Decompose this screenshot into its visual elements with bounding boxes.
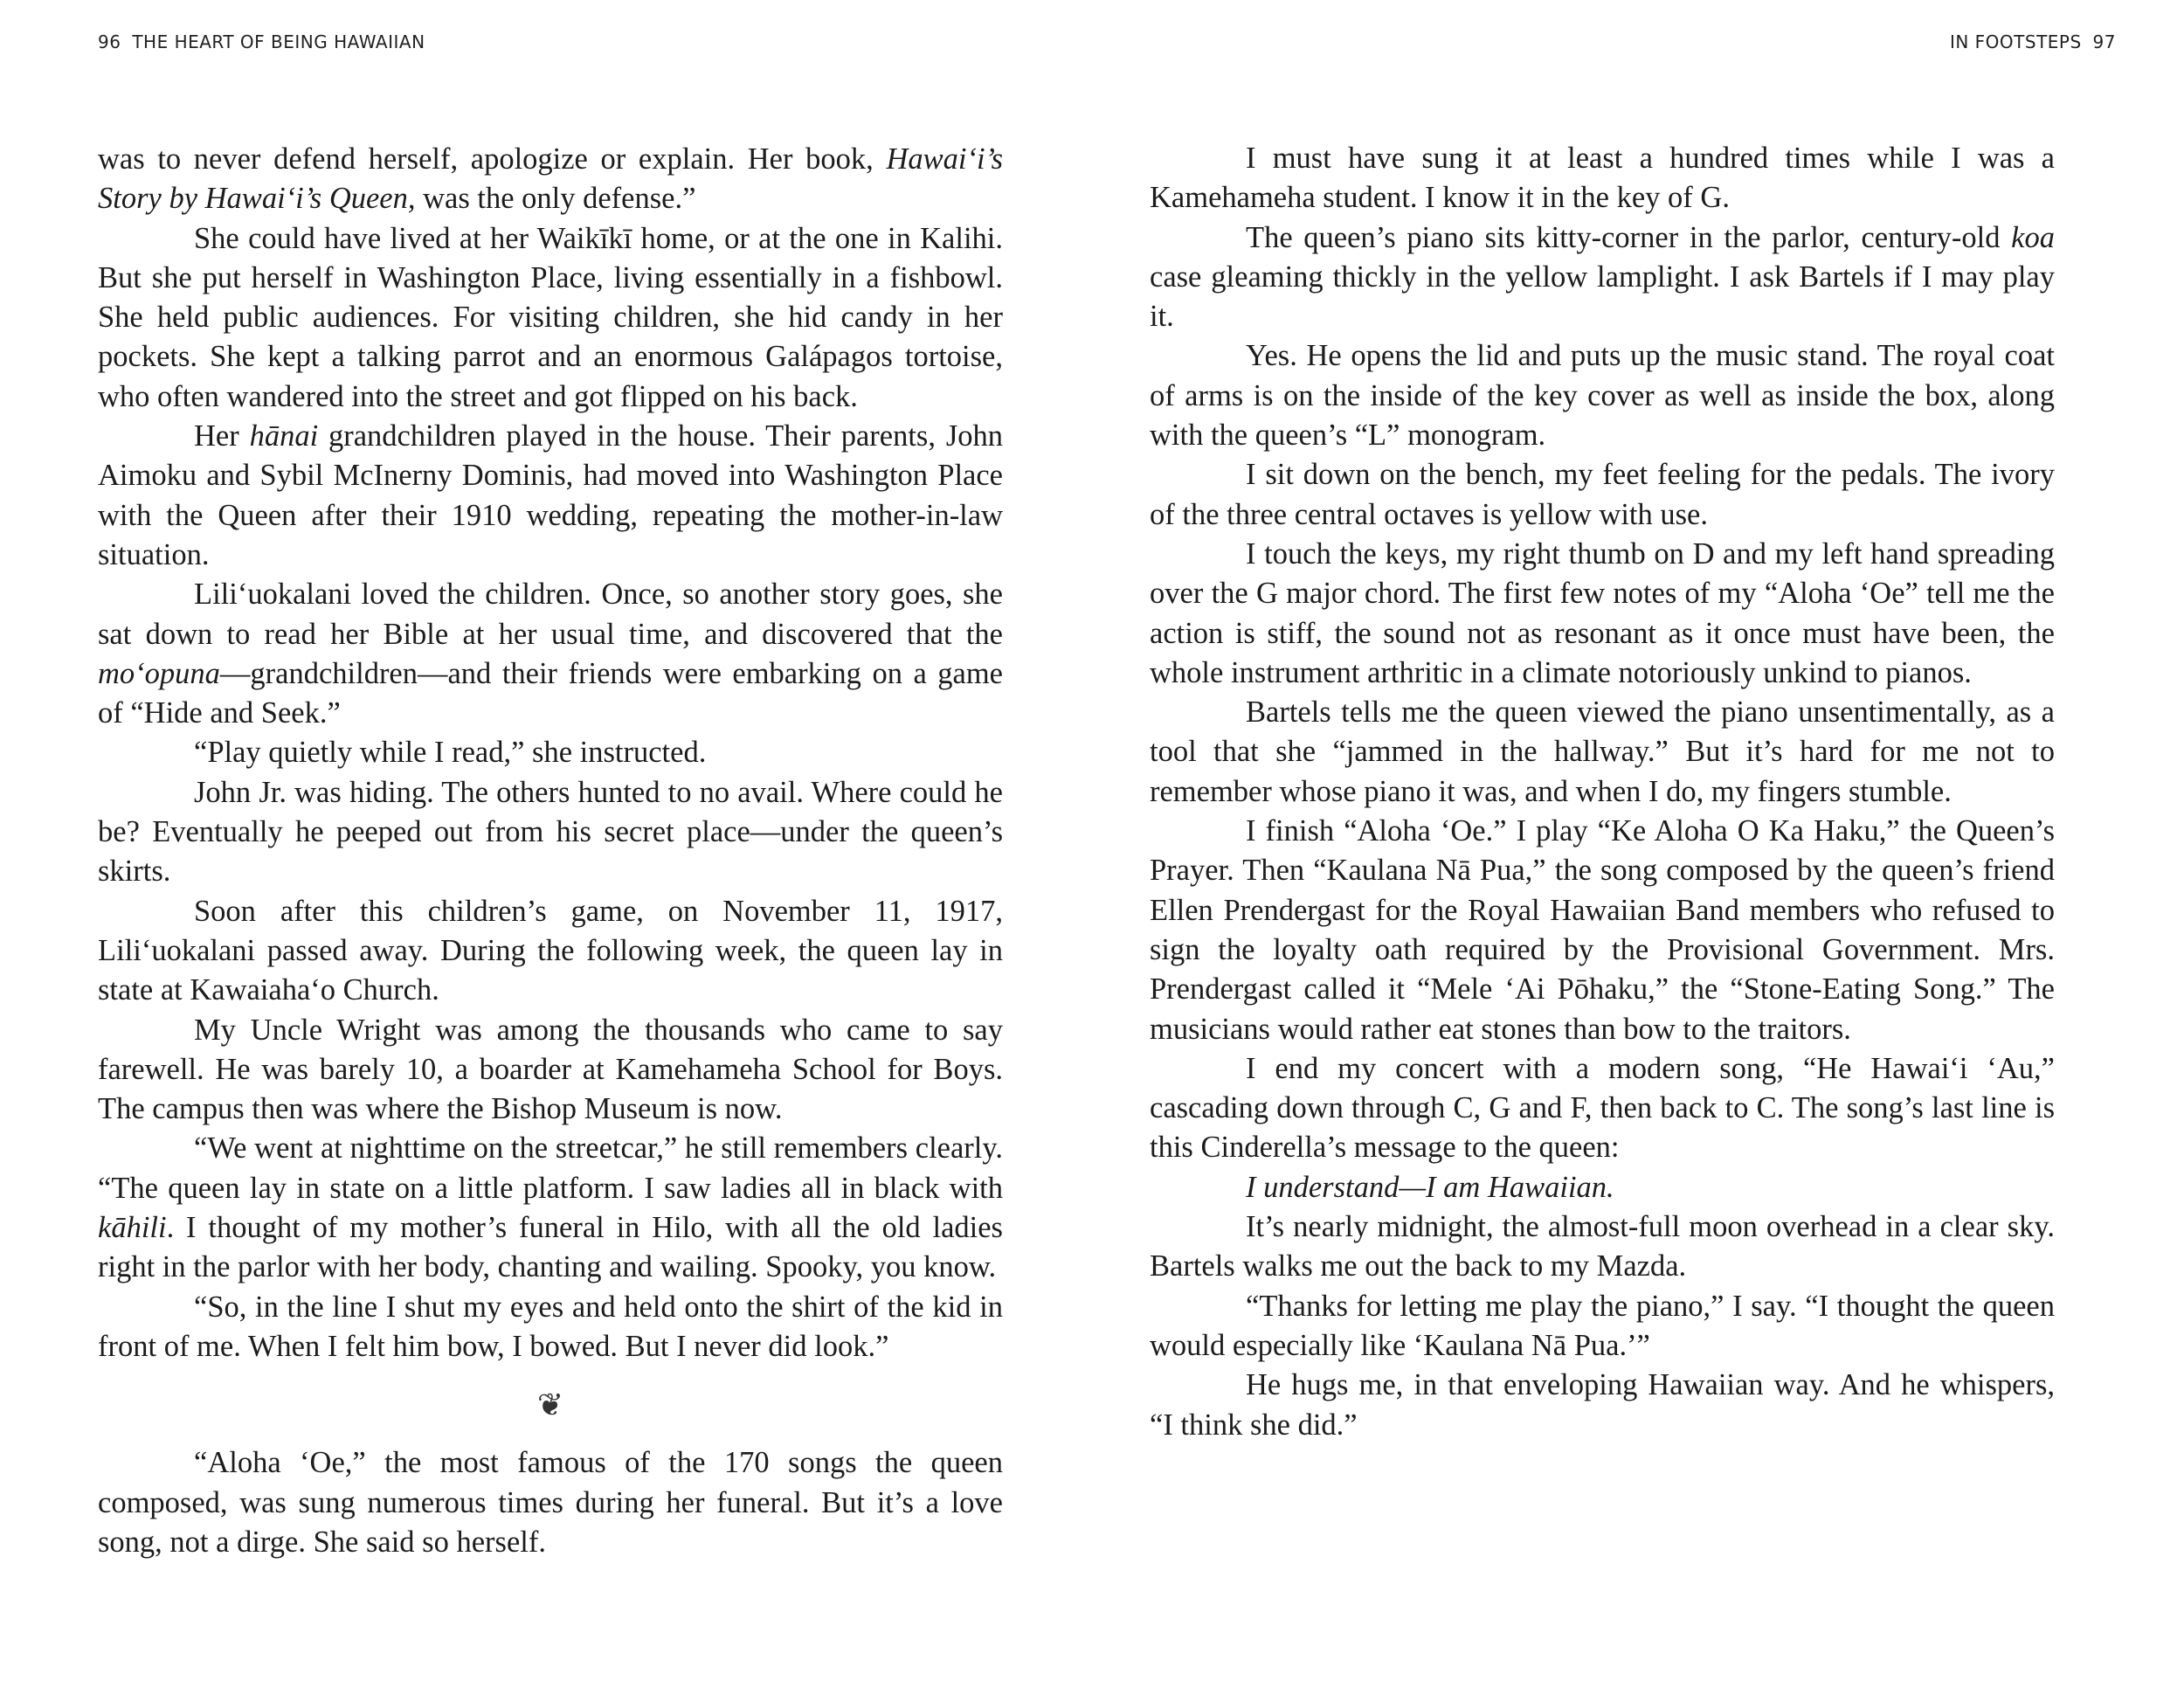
paragraph: “Thanks for letting me play the piano,” I say. “I thought the queen would especially like ‘Kaulana Nā Pua.’” — [1150, 1289, 2055, 1362]
paragraph: It’s nearly midnight, the almost-full moon overhead in a clear sky. Bartels walks me out the back to my Mazda. — [1150, 1210, 2055, 1283]
right-page-body — [1150, 139, 2055, 1445]
paragraph: Lili‘uokalani loved the children. Once, so another story goes, she sat down to read her Bible at her usual time, and discovered that the mo‘opuna—grandchildren—and their friends were embarking on a game of “Hide and Seek.” — [98, 578, 1003, 730]
paragraph: “Play quietly while I read,” she instructed. — [194, 736, 707, 770]
paragraph: was to never defend herself, apologize or explain. Her book, Hawai‘i’s Story by Hawai‘i’s Queen, was the only defense.” — [98, 142, 1003, 216]
paragraph: “So, in the line I shut my eyes and held onto the shirt of the kid in front of me. When I felt him bow, I bowed. But I never did look.” — [98, 1290, 1003, 1363]
italic-quote-line: I understand—I am Hawaiian. — [1246, 1170, 1614, 1204]
paragraph: Yes. He opens the lid and puts up the music stand. The royal coat of arms is on the inside of the key cover as well as inside the box, along with the queen’s “L” monogram. — [1150, 339, 2055, 453]
paragraph: I touch the keys, my right thumb on D and my left hand spreading over the G major chord. The first few notes of my “Aloha ‘Oe” tell me the action is stiff, the sound not as resonant as it once must have been, the whole instrument arthritic in a climate notoriously unkind to pianos. — [1150, 536, 2055, 689]
paragraph: “Aloha ‘Oe,” the most famous of the 170 songs the queen composed, was sung numerous times during her funeral. But it’s a love song, not a dirge. She said so herself. — [98, 1446, 1003, 1559]
chapter-title: IN FOOTSTEPS — [1949, 31, 2082, 52]
paragraph: “We went at nighttime on the streetcar,” he still remembers clearly. “The queen lay in state on a little platform. I saw ladies all in black with kāhili. I thought of my mother’s funeral in Hilo, with all the old ladies right in the parlor with her body, chanting and wailing. Spooky, you know. — [98, 1131, 1003, 1284]
paragraph: Soon after this children’s game, on November 11, 1917, Lili‘uokalani passed away. During the following week, the queen lay in state at Kawaiaha‘o Church. — [98, 894, 1003, 1007]
paragraph: I must have sung it at least a hundred times while I was a Kamehameha student. I know it in the key of G. — [1150, 142, 2055, 215]
book-title-italic: Hawai‘i’s Story by Hawai‘i’s Queen, — [98, 142, 1003, 216]
paragraph: Her hānai grandchildren played in the house. Their parents, John Aimoku and Sybil McInerny Dominis, had moved into Washington Place with the Queen after their 1910 wedding, repeating the mother-in-law situation. — [98, 419, 1003, 571]
page-number: 97 — [2092, 31, 2116, 52]
paragraph: My Uncle Wright was among the thousands who came to say farewell. He was barely 10, a boarder at Kamehameha School for Boys. The campus then was where the Bishop Museum is now. — [98, 1013, 1003, 1126]
left-page-body — [98, 140, 1003, 1562]
paragraph: The queen’s piano sits kitty-corner in the parlor, century-old koa case gleaming thickly in the yellow lamplight. I ask Bartels if I may play it. — [1150, 220, 2055, 334]
paragraph: He hugs me, in that enveloping Hawaiian way. And he whispers, “I think she did.” — [1150, 1368, 2055, 1442]
right-page — [1092, 0, 2184, 1688]
section-break-ornament-icon: ❦ — [536, 1387, 564, 1423]
paragraph: John Jr. was hiding. The others hunted to no avail. Where could he be? Eventually he peeped out from his secret place—under the queen’s skirts. — [98, 775, 1003, 889]
page-number: 96 — [98, 31, 121, 52]
paragraph: I sit down on the bench, my feet feeling for the pedals. The ivory of the three central octaves is yellow with use. — [1150, 458, 2055, 531]
paragraph: Bartels tells me the queen viewed the piano unsentimentally, as a tool that she “jammed in the hallway.” But it’s hard for me not to remember whose piano it was, and when I do, my fingers stumble. — [1150, 695, 2055, 808]
paragraph: She could have lived at her Waikīkī home, or at the one in Kalihi. But she put herself in Washington Place, living essentially in a fishbowl. She held public audiences. For visiting children, she hid candy in her pockets. She kept a talking parrot and an enormous Galápagos tortoise, who often wandered into the street and got flipped on his back. — [98, 221, 1003, 413]
left-running-head — [93, 31, 425, 52]
right-running-head — [1950, 31, 2121, 52]
paragraph: I end my concert with a modern song, “He Hawai‘i ‘Au,” cascading down through C, G and F, then back to C. The song’s last line is this Cinderella’s message to the queen: — [1150, 1051, 2055, 1165]
paragraph: I finish “Aloha ‘Oe.” I play “Ke Aloha O Ka Haku,” the Queen’s Prayer. Then “Kaulana Nā Pua,” the song composed by the queen’s friend Ellen Prendergast for the Royal Hawaiian Band members who refused to sign the loyalty oath required by the Provisional Government. Mrs. Prendergast called it “Mele ‘Ai Pōhaku,” the “Stone-Eating Song.” The musicians would rather eat stones than bow to the traitors. — [1150, 814, 2055, 1046]
book-title: THE HEART OF BEING HAWAIIAN — [132, 31, 425, 52]
